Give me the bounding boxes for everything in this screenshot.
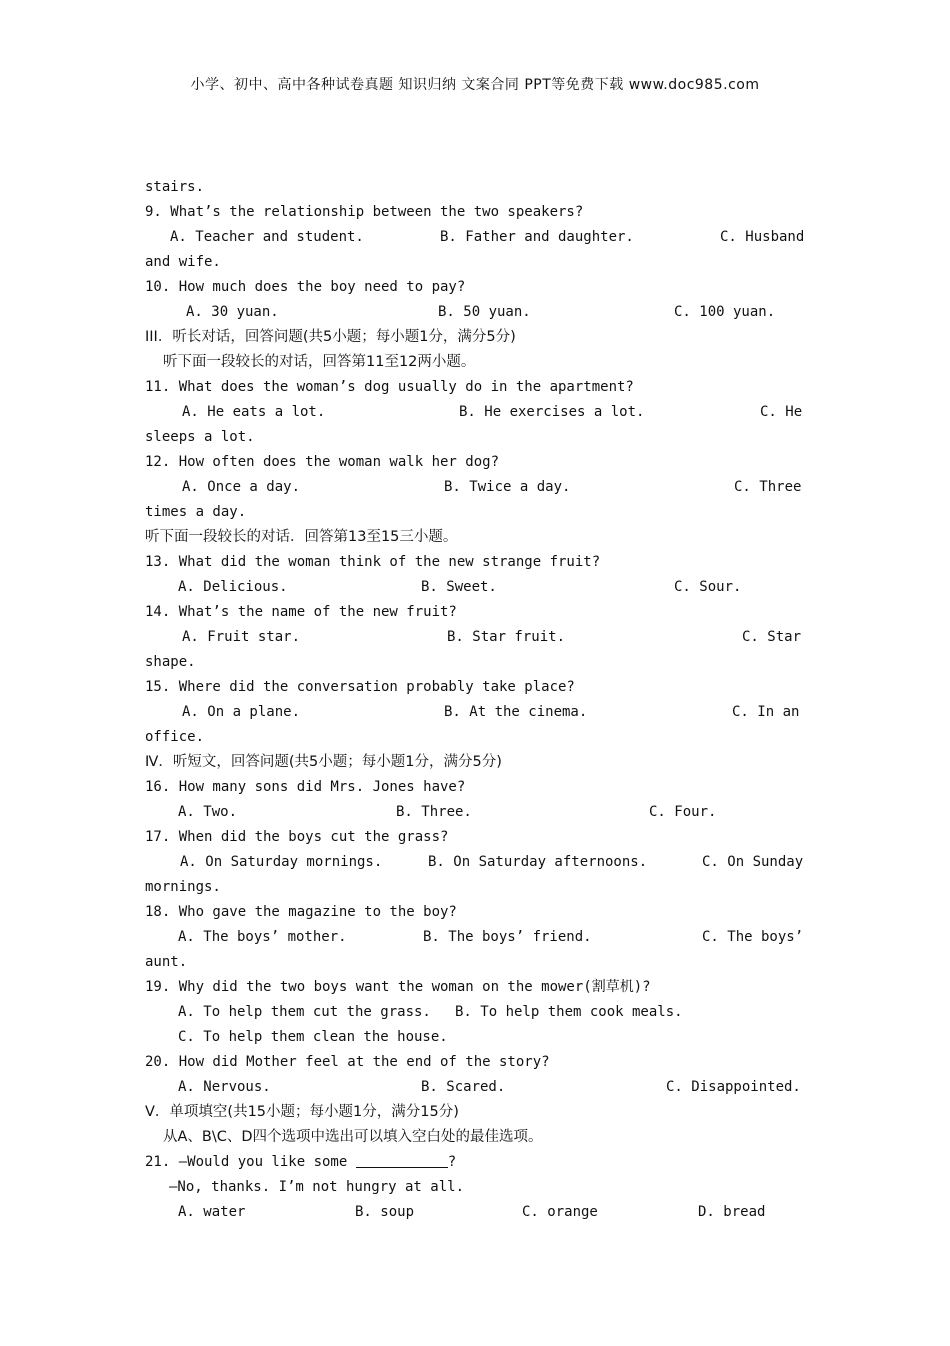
option-a: A. On Saturday mornings. [180, 854, 383, 870]
option-b: B. At the cinema. [444, 704, 588, 720]
option-d: D. bread [698, 1204, 766, 1220]
option-wrap: shape. [145, 654, 196, 670]
option-wrap: mornings. [145, 879, 221, 895]
question-12-options [145, 475, 810, 500]
question-20-options [145, 1075, 810, 1100]
option-wrap: sleeps a lot. [145, 429, 255, 445]
section-3-title: III．听长对话，回答问题(共5小题；每小题1分，满分5分) [145, 329, 516, 345]
option-a: A. To help them cut the grass. [178, 1004, 431, 1020]
option-c: C. He [760, 404, 803, 420]
question-9: 9. What’s the relationship between the two speakers? [145, 204, 584, 220]
page-header: 小学、初中、高中各种试卷真题 知识归纳 文案合同 PPT等免费下载 www.doc985.com [190, 77, 760, 93]
option-a: A. Two. [178, 804, 238, 820]
option-c: C. orange [522, 1204, 598, 1220]
option-b: B. Scared. [421, 1079, 506, 1095]
option-b: B. The boys’ friend. [423, 929, 592, 945]
option-c: C. Star [742, 629, 802, 645]
question-10: 10. How much does the boy need to pay? [145, 279, 466, 295]
option-wrap: office. [145, 729, 205, 745]
option-wrap: aunt. [145, 954, 188, 970]
question-12: 12. How often does the woman walk her dog? [145, 454, 500, 470]
option-a: A. water [178, 1204, 246, 1220]
option-c: C. The boys’ [702, 929, 804, 945]
question-11: 11. What does the woman’s dog usually do in the apartment? [145, 379, 634, 395]
option-b: B. On Saturday afternoons. [428, 854, 648, 870]
option-c: C. Disappointed. [666, 1079, 801, 1095]
question-15: 15. Where did the conversation probably take place? [145, 679, 575, 695]
question-11-options [145, 400, 810, 425]
exam-content [145, 175, 810, 1225]
option-b: B. 50 yuan. [438, 304, 531, 320]
question-13: 13. What did the woman think of the new strange fruit? [145, 554, 601, 570]
answer-blank [356, 1152, 448, 1168]
option-b: B. Sweet. [421, 579, 497, 595]
section-5-title: V．单项填空(共15小题；每小题1分，满分15分) [145, 1104, 459, 1120]
option-wrap: and wife. [145, 254, 221, 270]
section-3-intro-2: 听下面一段较长的对话．回答第13至15三小题。 [145, 529, 458, 545]
question-21-suffix: ? [447, 1154, 457, 1170]
question-16-options [145, 800, 810, 825]
option-c: C. Three [734, 479, 802, 495]
question-9-options [145, 225, 810, 250]
question-13-options [145, 575, 810, 600]
section-4-title: Ⅳ．听短文，回答问题(共5小题；每小题1分，满分5分) [145, 754, 502, 770]
question-14: 14. What’s the name of the new fruit? [145, 604, 457, 620]
question-10-options [145, 300, 810, 325]
section-5-intro: 从A、B\C、D四个选项中选出可以填入空白处的最佳选项。 [163, 1129, 543, 1145]
question-21-reply: —No, thanks. I’m not hungry at all. [169, 1179, 465, 1195]
question-21-options [145, 1200, 810, 1225]
question-16: 16. How many sons did Mrs. Jones have? [145, 779, 466, 795]
option-a: A. The boys’ mother. [178, 929, 347, 945]
question-19-options-c [145, 1025, 810, 1050]
option-b: B. Three. [396, 804, 472, 820]
option-c: C. Four. [649, 804, 717, 820]
option-b: B. Twice a day. [444, 479, 571, 495]
option-a: A. Nervous. [178, 1079, 271, 1095]
question-14-options [145, 625, 810, 650]
option-b: B. He exercises a lot. [459, 404, 645, 420]
question-21-prefix: 21. —Would you like some [145, 1154, 356, 1170]
option-c: C. Husband [720, 229, 805, 245]
option-a: A. Once a day. [182, 479, 301, 495]
option-c: C. 100 yuan. [674, 304, 776, 320]
option-b: B. soup [355, 1204, 415, 1220]
option-c: C. In an [732, 704, 800, 720]
question-15-options [145, 700, 810, 725]
question-20: 20. How did Mother feel at the end of the story? [145, 1054, 550, 1070]
question-17: 17. When did the boys cut the grass? [145, 829, 449, 845]
option-wrap: times a day. [145, 504, 247, 520]
option-c: C. On Sunday [702, 854, 804, 870]
option-b: B. To help them cook meals. [455, 1004, 683, 1020]
option-b: B. Father and daughter. [440, 229, 634, 245]
option-a: A. Delicious. [178, 579, 288, 595]
option-c: C. To help them clean the house. [178, 1029, 448, 1045]
option-c: C. Sour. [674, 579, 742, 595]
option-a: A. Teacher and student. [170, 229, 364, 245]
option-a: A. 30 yuan. [186, 304, 279, 320]
option-a: A. On a plane. [182, 704, 301, 720]
question-17-options [145, 850, 810, 875]
option-a: A. Fruit star. [182, 629, 301, 645]
question-18-options [145, 925, 810, 950]
question-19-options-ab [145, 1000, 810, 1025]
question-8-tail: stairs. [145, 179, 205, 195]
option-b: B. Star fruit. [447, 629, 566, 645]
section-3-intro-1: 听下面一段较长的对话，回答第11至12两小题。 [163, 354, 476, 370]
question-19: 19. Why did the two boys want the woman on the mower(割草机)? [145, 979, 651, 995]
question-18: 18. Who gave the magazine to the boy? [145, 904, 457, 920]
option-a: A. He eats a lot. [182, 404, 326, 420]
question-21 [145, 1150, 810, 1175]
